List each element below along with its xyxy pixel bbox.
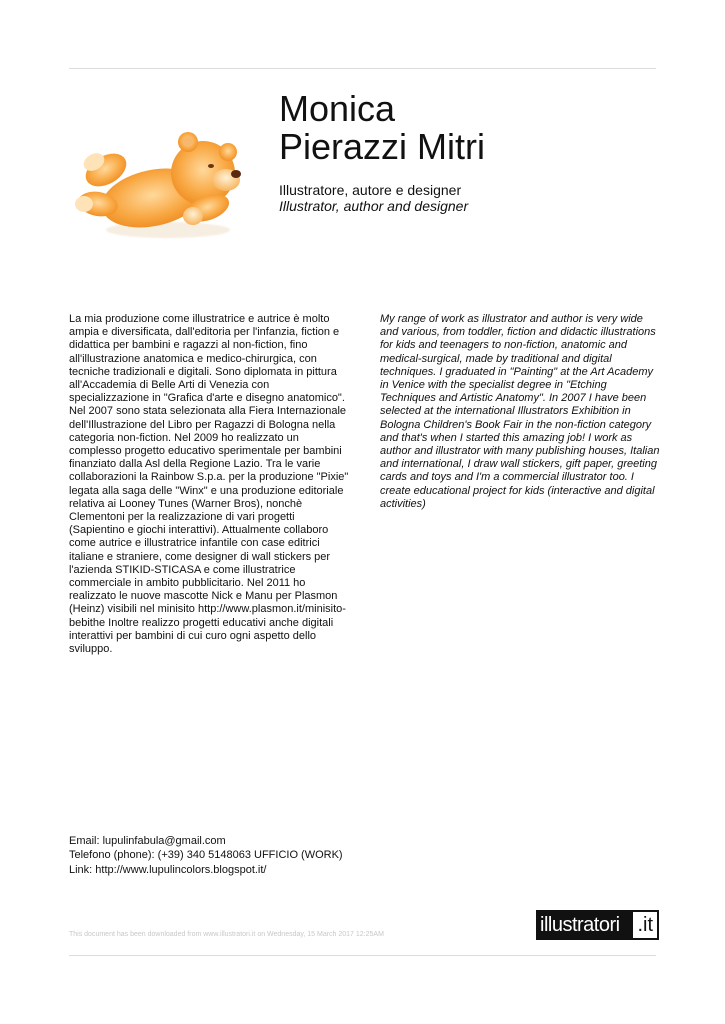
contact-email[interactable]: Email: lupulinfabula@gmail.com xyxy=(69,835,226,847)
role-italian: Illustratore, autore e designer xyxy=(279,182,462,198)
contact-phone: Telefono (phone): (+39) 340 5148063 UFFICIO (WORK) xyxy=(69,849,343,862)
bottom-divider xyxy=(69,955,656,956)
role-english: Illustrator, author and designer xyxy=(279,197,469,214)
teddy-bear-illustration xyxy=(68,118,248,248)
artist-role xyxy=(279,183,679,214)
artist-name-line1: Monica xyxy=(279,88,396,129)
top-divider xyxy=(69,68,656,69)
download-note: This document has been downloaded from www.illustratori.it on Wednesday, 15 March 2017 12:25AM xyxy=(69,931,384,938)
artist-name-line2: Pierazzi Mitri xyxy=(279,126,486,167)
artist-name xyxy=(279,90,679,166)
contact-block xyxy=(69,834,343,877)
bio-english: My range of work as illustrator and author is very wide and various, from toddler, fiction and didactic illustrations for kids and teenagers to non-fiction, anatomic and medical-surgical, made by traditional and digital techniques. I graduated in "Painting" at the Art Academy in Venice with the specialist degree in "Etching Techniques and Artistic Anatomy". In 2007 I have been selected at the international Illustrators Exhibition in Bologna Children's Book Fair in the non-fiction category and that's when I started this amazing job! I work as author and illustrator with many publishing houses, Italian and international, I draw wall stickers, gift paper, greeting cards and toys and I'm a commercial illustrator too. I create educational project for kids (interactive and digital activities) xyxy=(380,313,660,510)
illustratori-logo[interactable] xyxy=(536,910,659,940)
logo-main-text: illustratori xyxy=(540,914,620,936)
bio-italian: La mia produzione come illustratrice e autrice è molto ampia e diversificata, dall'editoria per l'infanzia, fiction e didattica per bambini e ragazzi al non-fiction, fino all'illustrazione anatomica e medico-chirurgica, con tecniche tradizionali e digitali. Sono diplomata in pittura all'Accademia di Belle Arti di Venezia con specializzazione in "Grafica d'arte e disegno anatomico". Nel 2007 sono stata selezionata alla Fiera Internazionale dell'Illustrazione del Libro per Ragazzi di Bologna nella categoria non-fiction. Nel 2009 ho realizzato un complesso progetto educativo sperimentale per bambini finanziato dalla Asl della Regione Lazio. Tra le varie collaborazioni la Rainbow S.p.a. per la produzione "Pixie" legata alla saga delle "Winx" e una produzione editoriale relativa ai Looney Tunes (Warner Bros), nonchè Clementoni per la realizzazione di vari progetti (Sapientino e giochi interattivi). Attualmente collaboro come autrice e illustratrice infantile con case editrici italiane e straniere, come designer di wall stickers per l'azienda STIKID-STICASA e come illustratrice commerciale in ambito pubblicitario. Nel 2011 ho realizzato le nuove mascotte Nick e Manu per Plasmon (Heinz) visibili nel minisito http://www.plasmon.it/minisito-bebithe Inoltre realizzo progetti educativi anche digitali interattivi per bambini di cui curo ogni aspetto dello sviluppo. xyxy=(69,313,349,656)
contact-link[interactable]: Link: http://www.lupulincolors.blogspot.it/ xyxy=(69,863,267,876)
logo-tld-text: .it xyxy=(633,912,657,938)
